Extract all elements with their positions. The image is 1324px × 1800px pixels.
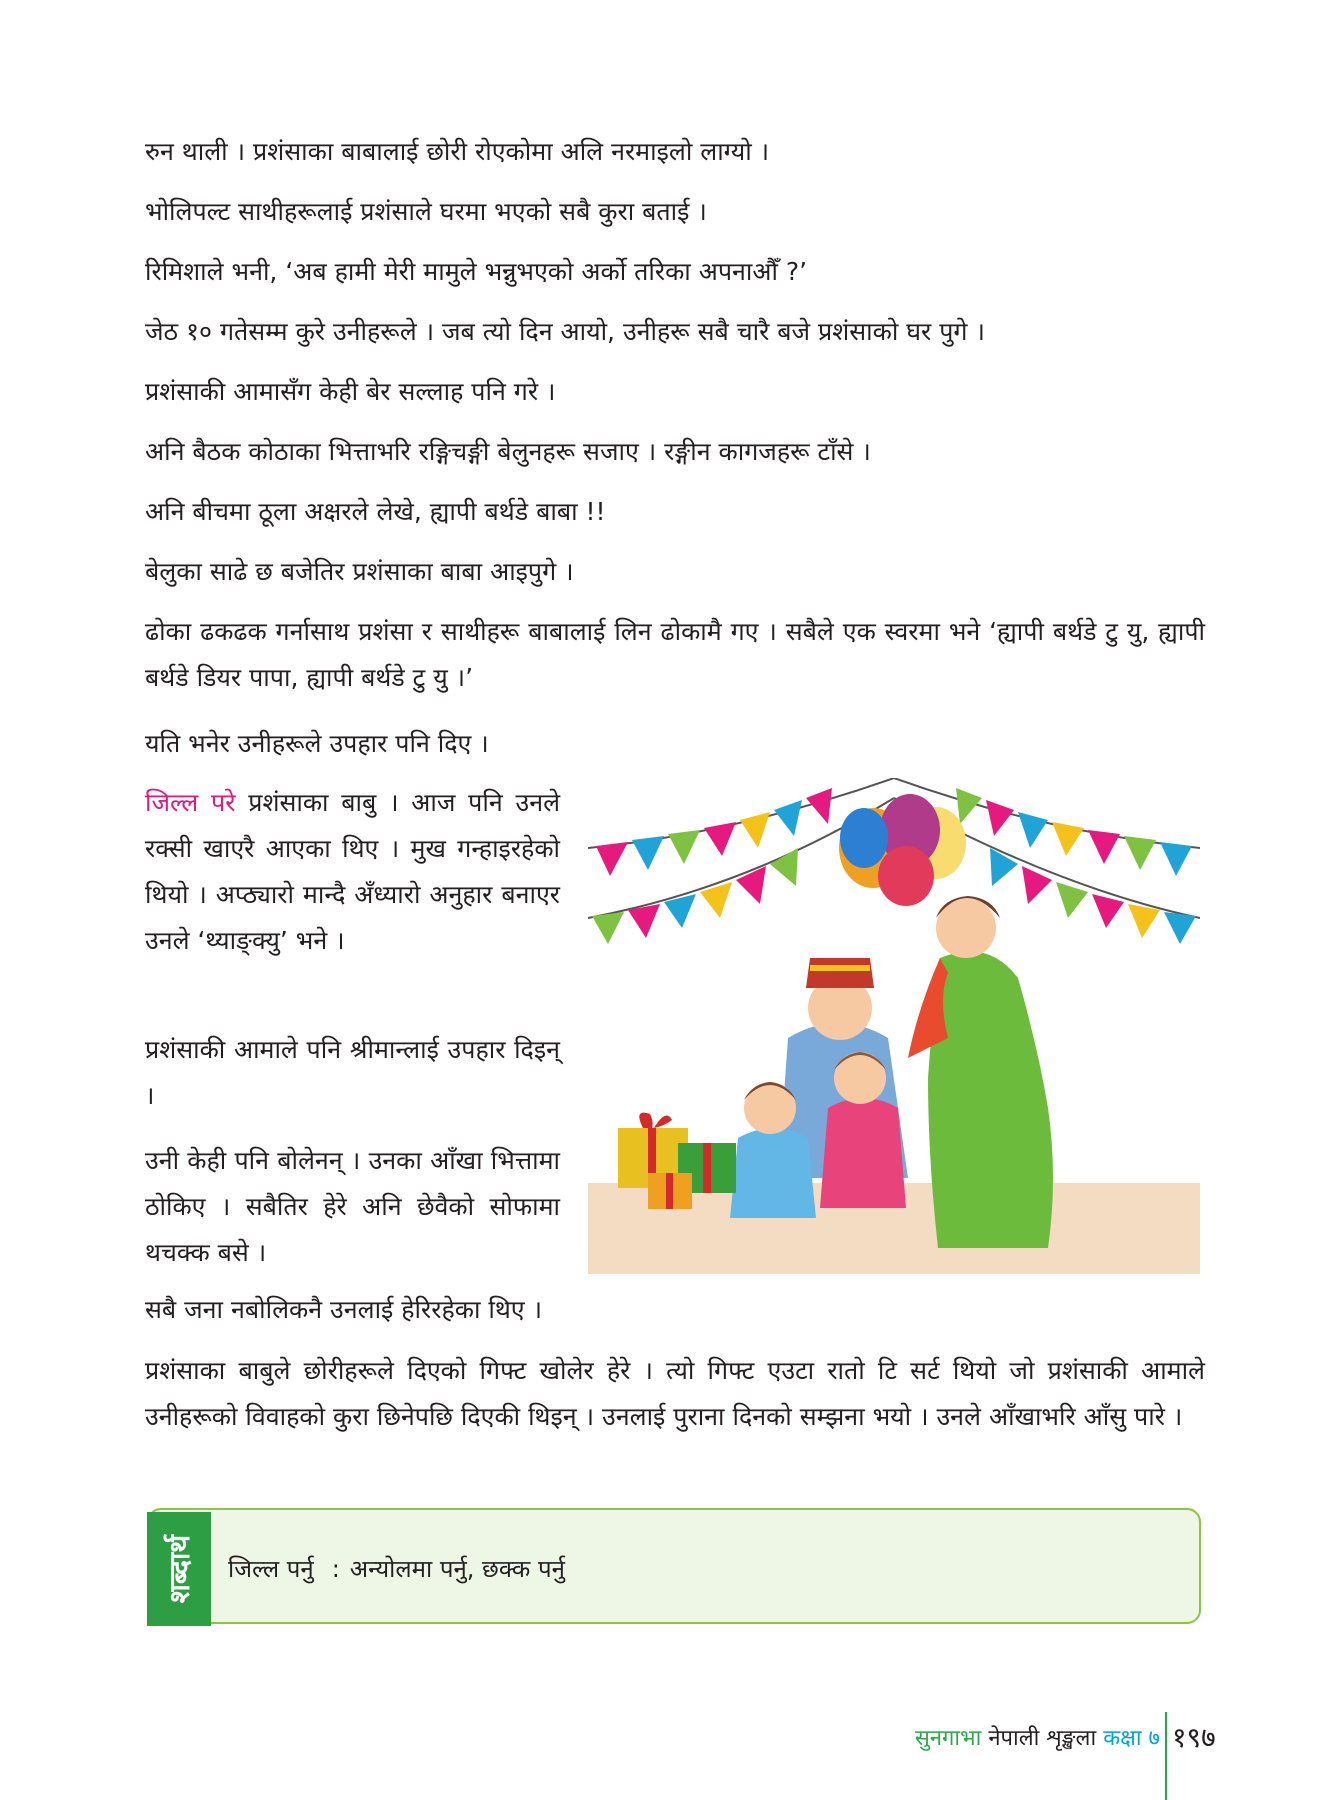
paragraph-8: बेलुका साढे छ बजेतिर प्रशंसाका बाबा आइपुगे । bbox=[145, 557, 574, 586]
glossary-tab bbox=[147, 1512, 211, 1626]
grade-label: कक्षा ७ bbox=[1103, 1726, 1160, 1751]
paragraph-9: ढोका ढकढक गर्नासाथ प्रशंसा र साथीहरू बाबालाई लिन ढोकामै गए । सबैले एक स्वरमा भने ‘ह्यापी बर्थडे टु यु, ह्यापी बर्थडे डियर पापा, ह्यापी बर्थडे टु यु ।’ bbox=[145, 617, 1205, 692]
paragraph-4: जेठ १० गतेसम्म कुरे उनीहरूले । जब त्यो दिन आयो, उनीहरू सबै चारै बजे प्रशंसाको घर पुगे । bbox=[145, 317, 985, 346]
glossary-separator: : bbox=[331, 1555, 340, 1583]
birthday-family-illustration bbox=[588, 778, 1200, 1274]
paragraph-1: रुन थाली । प्रशंसाका बाबालाई छोरी रोएकोमा अलि नरमाइलो लाग्यो । bbox=[145, 137, 770, 166]
side-paragraph-2: प्रशंसाकी आमाले पनि श्रीमान्लाई उपहार दिइन् । bbox=[145, 1035, 560, 1110]
subject-name: नेपाली शृङ्खला bbox=[988, 1726, 1097, 1751]
page-number: १९७ bbox=[1172, 1721, 1216, 1754]
series-name: सुनगाभा bbox=[914, 1726, 982, 1751]
side-paragraph-1-text: प्रशंसाका बाबु । आज पनि उनले रक्सी खाएरै आएका थिए । मुख गन्हाइरहेको थियो । अप्ठ्यारो मान्दै अँध्यारो अनुहार बनाएर उनले ‘थ्याङ्क्यु’ भने । bbox=[145, 788, 561, 955]
glossary-meaning: अन्योलमा पर्नु, छक्क पर्नु bbox=[349, 1555, 565, 1583]
glossary-term: जिल्ल पर्नु bbox=[228, 1555, 314, 1583]
paragraph-3: रिमिशाले भनी, ‘अब हामी मेरी मामुले भन्नुभएको अर्को तरिका अपनाऔँ ?’ bbox=[145, 257, 808, 286]
glossary-entry bbox=[228, 1552, 565, 1586]
paragraph-2: भोलिपल्ट साथीहरूलाई प्रशंसाले घरमा भएको सबै कुरा बताई । bbox=[145, 197, 707, 226]
paragraph-10: यति भनेर उनीहरूले उपहार पनि दिए । bbox=[145, 729, 489, 758]
paragraph-6: अनि बैठक कोठाका भित्ताभरि रङ्गिचङ्गी बेलुनहरू सजाए । रङ्गीन कागजहरू टाँसे । bbox=[145, 437, 871, 466]
footer-series bbox=[0, 1724, 1160, 1754]
side-paragraph-1 bbox=[145, 780, 560, 964]
paragraph-5: प्रशंसाकी आमासँग केही बेर सल्लाह पनि गरे । bbox=[145, 377, 556, 406]
paragraph-7: अनि बीचमा ठूला अक्षरले लेखे, ह्यापी बर्थडे बाबा !! bbox=[145, 497, 606, 526]
side-paragraph-3: उनी केही पनि बोलेनन् । उनका आँखा भित्तामा ठोकिए । सबैतिर हेरे अनि छेवैको सोफामा थचक्क बसे । bbox=[145, 1146, 560, 1267]
paragraph-11: सबै जना नबोलिकनै उनलाई हेरिरहेका थिए । bbox=[145, 1295, 543, 1324]
footer-divider bbox=[1165, 1712, 1167, 1800]
glossary-tab-label: शब्दार्थ bbox=[163, 1534, 197, 1604]
highlighted-word: जिल्ल परे bbox=[145, 788, 236, 817]
paragraph-12: प्रशंसाका बाबुले छोरीहरूले दिएको गिफ्ट खोलेर हेरे । त्यो गिफ्ट एउटा रातो टि सर्ट थियो जो प्रशंसाकी आमाले उनीहरूको विवाहको कुरा छिनेपछि दिएकी थिइन् । उनलाई पुराना दिनको सम्झना भयो । उनले आँखाभरि आँसु पारे । bbox=[145, 1356, 1205, 1431]
